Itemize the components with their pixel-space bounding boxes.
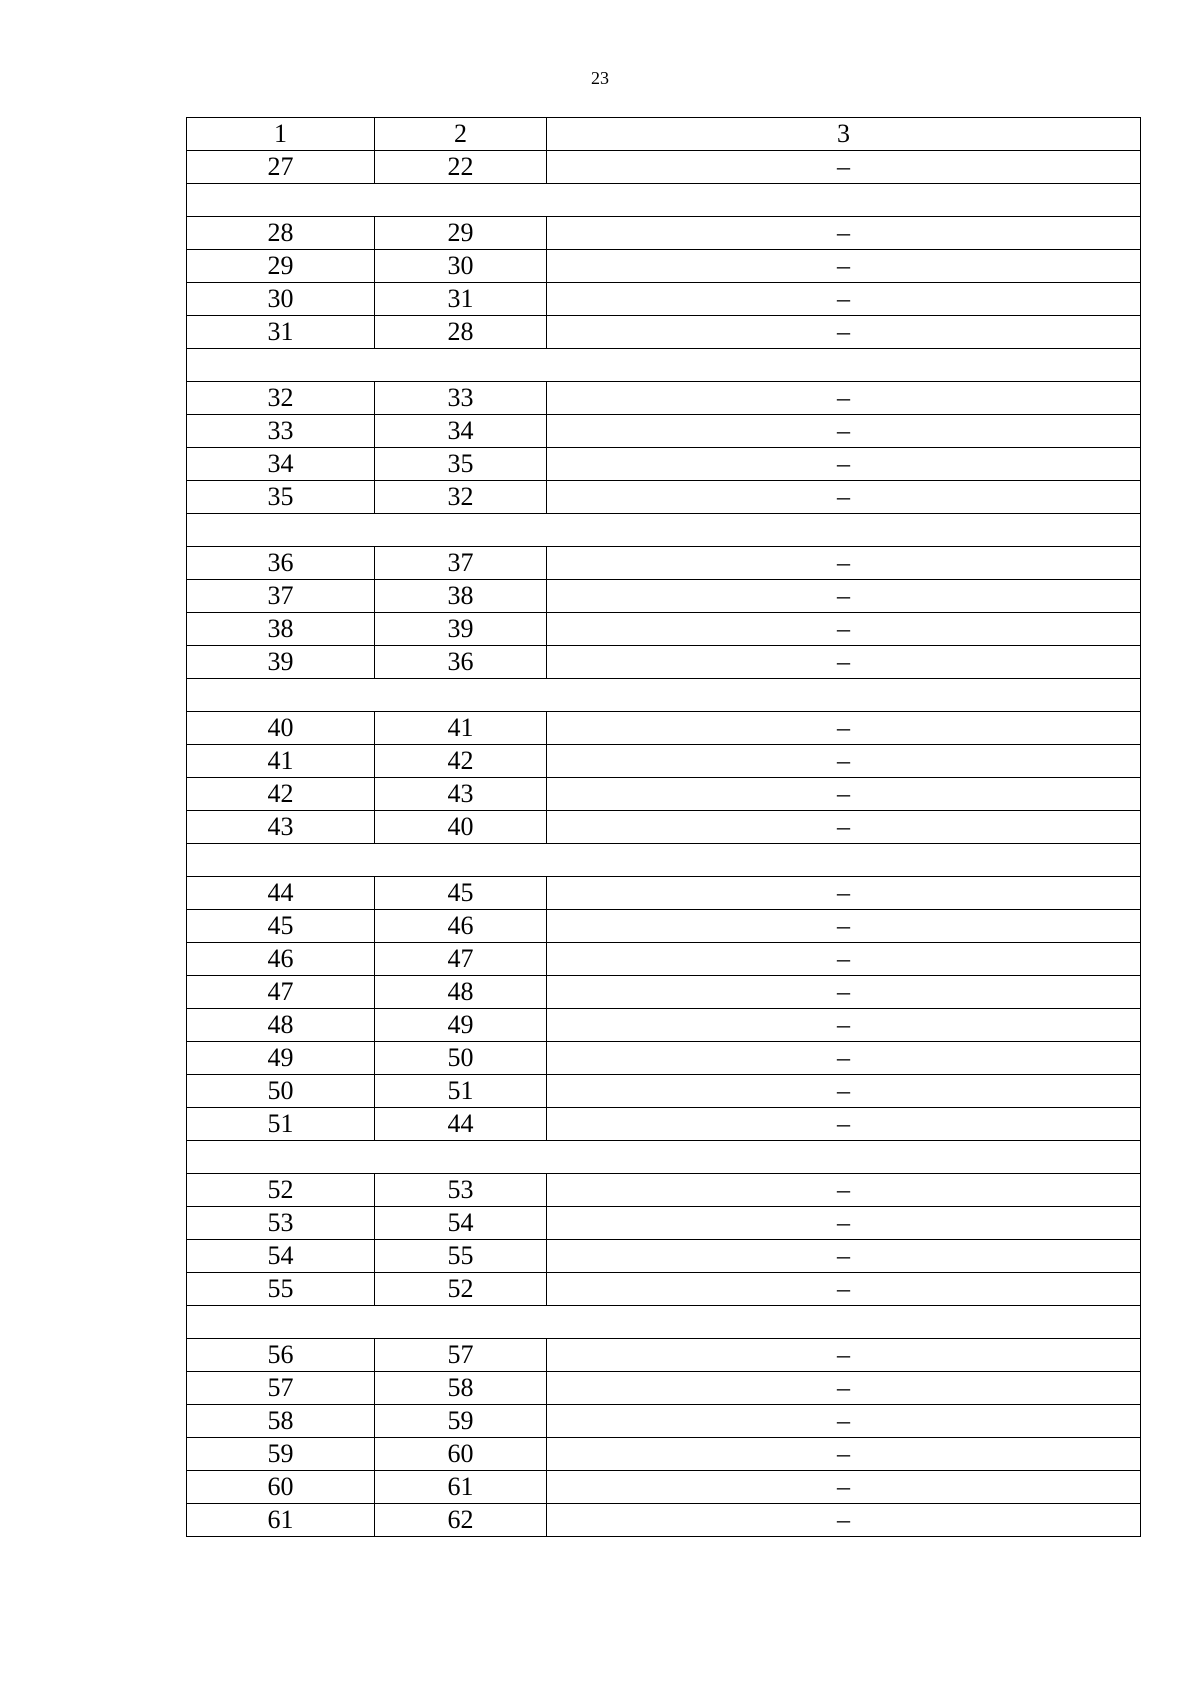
- table-cell-col-2: 62: [375, 1504, 547, 1537]
- table-row: [187, 283, 1141, 316]
- separator-cell: [187, 679, 1141, 712]
- group-separator-row: [187, 844, 1141, 877]
- table-row: [187, 316, 1141, 349]
- table-row: [187, 250, 1141, 283]
- separator-cell: [187, 844, 1141, 877]
- table-row: [187, 151, 1141, 184]
- table-row: [187, 811, 1141, 844]
- group-separator-row: [187, 679, 1141, 712]
- table-cell-col-1: 51: [187, 1108, 375, 1141]
- table-cell-col-3: –: [547, 1405, 1141, 1438]
- table-cell-col-2: 57: [375, 1339, 547, 1372]
- table-cell-col-3: –: [547, 382, 1141, 415]
- table-cell-col-3: –: [547, 1174, 1141, 1207]
- separator-cell: [187, 349, 1141, 382]
- table-cell-col-1: 59: [187, 1438, 375, 1471]
- table-row: [187, 1207, 1141, 1240]
- table-row: [187, 778, 1141, 811]
- table-cell-col-1: 29: [187, 250, 375, 283]
- table-cell-col-1: 48: [187, 1009, 375, 1042]
- table-row: [187, 1438, 1141, 1471]
- table-cell-col-3: –: [547, 712, 1141, 745]
- table-cell-col-3: –: [547, 1273, 1141, 1306]
- table-body: [187, 118, 1141, 1537]
- table-cell-col-1: 52: [187, 1174, 375, 1207]
- table-cell-col-1: 57: [187, 1372, 375, 1405]
- table-cell-col-1: 47: [187, 976, 375, 1009]
- table-cell-col-1: 36: [187, 547, 375, 580]
- table-header-row: [187, 118, 1141, 151]
- table-cell-col-1: 38: [187, 613, 375, 646]
- table-cell-col-3: –: [547, 646, 1141, 679]
- table-cell-col-2: 58: [375, 1372, 547, 1405]
- table-cell-col-1: 31: [187, 316, 375, 349]
- table-row: [187, 943, 1141, 976]
- table-row: [187, 481, 1141, 514]
- table-cell-col-2: 41: [375, 712, 547, 745]
- table-cell-col-3: –: [547, 910, 1141, 943]
- table-cell-col-1: 27: [187, 151, 375, 184]
- table-cell-col-2: 35: [375, 448, 547, 481]
- table-cell-col-3: –: [547, 1438, 1141, 1471]
- table-row: [187, 976, 1141, 1009]
- table-cell-col-3: –: [547, 1042, 1141, 1075]
- table-cell-col-3: –: [547, 1504, 1141, 1537]
- table-row: [187, 448, 1141, 481]
- table-cell-col-1: 30: [187, 283, 375, 316]
- separator-cell: [187, 514, 1141, 547]
- table-cell-col-1: 45: [187, 910, 375, 943]
- table-cell-col-2: 33: [375, 382, 547, 415]
- table-cell-col-2: 28: [375, 316, 547, 349]
- table-cell-col-1: 44: [187, 877, 375, 910]
- table-row: [187, 1273, 1141, 1306]
- table-cell-col-3: –: [547, 778, 1141, 811]
- table-cell-col-2: 61: [375, 1471, 547, 1504]
- table-cell-col-3: –: [547, 1108, 1141, 1141]
- table-row: [187, 547, 1141, 580]
- header-cell-1: 1: [187, 118, 375, 151]
- table-cell-col-2: 45: [375, 877, 547, 910]
- table-cell-col-1: 37: [187, 580, 375, 613]
- table-cell-col-2: 59: [375, 1405, 547, 1438]
- table-cell-col-2: 37: [375, 547, 547, 580]
- table-cell-col-1: 43: [187, 811, 375, 844]
- table-cell-col-2: 29: [375, 217, 547, 250]
- table-cell-col-1: 41: [187, 745, 375, 778]
- table-cell-col-2: 49: [375, 1009, 547, 1042]
- table-cell-col-2: 54: [375, 1207, 547, 1240]
- table-cell-col-1: 61: [187, 1504, 375, 1537]
- table-cell-col-3: –: [547, 811, 1141, 844]
- separator-cell: [187, 1141, 1141, 1174]
- table-cell-col-3: –: [547, 1339, 1141, 1372]
- table-row: [187, 1405, 1141, 1438]
- table-cell-col-2: 50: [375, 1042, 547, 1075]
- group-separator-row: [187, 184, 1141, 217]
- table-cell-col-3: –: [547, 547, 1141, 580]
- table-cell-col-3: –: [547, 1372, 1141, 1405]
- table-cell-col-2: 47: [375, 943, 547, 976]
- table-row: [187, 382, 1141, 415]
- table-row: [187, 415, 1141, 448]
- table-cell-col-1: 49: [187, 1042, 375, 1075]
- table-cell-col-2: 55: [375, 1240, 547, 1273]
- table-cell-col-1: 42: [187, 778, 375, 811]
- table-cell-col-3: –: [547, 250, 1141, 283]
- page-number: 23: [591, 68, 609, 88]
- table-cell-col-1: 34: [187, 448, 375, 481]
- table-cell-col-3: –: [547, 415, 1141, 448]
- table-cell-col-3: –: [547, 877, 1141, 910]
- group-separator-row: [187, 349, 1141, 382]
- table-cell-col-1: 56: [187, 1339, 375, 1372]
- table-cell-col-3: –: [547, 1075, 1141, 1108]
- table-cell-col-1: 32: [187, 382, 375, 415]
- table-cell-col-3: –: [547, 316, 1141, 349]
- table-row: [187, 745, 1141, 778]
- table-cell-col-2: 52: [375, 1273, 547, 1306]
- table-row: [187, 1372, 1141, 1405]
- table-row: [187, 877, 1141, 910]
- table-cell-col-3: –: [547, 976, 1141, 1009]
- table-cell-col-1: 54: [187, 1240, 375, 1273]
- table-row: [187, 1108, 1141, 1141]
- table-cell-col-1: 58: [187, 1405, 375, 1438]
- table-row: [187, 1174, 1141, 1207]
- table-cell-col-1: 28: [187, 217, 375, 250]
- table-row: [187, 613, 1141, 646]
- table-cell-col-3: –: [547, 1240, 1141, 1273]
- data-table: [186, 117, 1141, 1537]
- table-cell-col-2: 40: [375, 811, 547, 844]
- table-row: [187, 1042, 1141, 1075]
- table-cell-col-2: 60: [375, 1438, 547, 1471]
- table-cell-col-1: 50: [187, 1075, 375, 1108]
- table-cell-col-2: 31: [375, 283, 547, 316]
- table-row: [187, 1471, 1141, 1504]
- table-row: [187, 1339, 1141, 1372]
- table-row: [187, 1075, 1141, 1108]
- table-cell-col-1: 39: [187, 646, 375, 679]
- group-separator-row: [187, 1141, 1141, 1174]
- table-cell-col-1: 60: [187, 1471, 375, 1504]
- table-row: [187, 1009, 1141, 1042]
- table-cell-col-1: 53: [187, 1207, 375, 1240]
- table-row: [187, 217, 1141, 250]
- table-cell-col-3: –: [547, 580, 1141, 613]
- table-row: [187, 712, 1141, 745]
- table-cell-col-2: 39: [375, 613, 547, 646]
- table-cell-col-2: 30: [375, 250, 547, 283]
- table-row: [187, 646, 1141, 679]
- table-cell-col-3: –: [547, 943, 1141, 976]
- table-row: [187, 910, 1141, 943]
- table-cell-col-1: 46: [187, 943, 375, 976]
- table-cell-col-3: –: [547, 217, 1141, 250]
- table-cell-col-3: –: [547, 151, 1141, 184]
- group-separator-row: [187, 514, 1141, 547]
- table-cell-col-2: 44: [375, 1108, 547, 1141]
- table-cell-col-2: 46: [375, 910, 547, 943]
- table-cell-col-3: –: [547, 448, 1141, 481]
- table-cell-col-2: 34: [375, 415, 547, 448]
- table-cell-col-3: –: [547, 1207, 1141, 1240]
- table-cell-col-1: 40: [187, 712, 375, 745]
- table-cell-col-2: 48: [375, 976, 547, 1009]
- header-cell-3: 3: [547, 118, 1141, 151]
- table-cell-col-3: –: [547, 283, 1141, 316]
- table-cell-col-2: 32: [375, 481, 547, 514]
- table-cell-col-1: 33: [187, 415, 375, 448]
- table-cell-col-2: 36: [375, 646, 547, 679]
- table-cell-col-2: 42: [375, 745, 547, 778]
- table-row: [187, 1504, 1141, 1537]
- table-cell-col-2: 22: [375, 151, 547, 184]
- table-cell-col-2: 53: [375, 1174, 547, 1207]
- table-cell-col-3: –: [547, 613, 1141, 646]
- group-separator-row: [187, 1306, 1141, 1339]
- table-row: [187, 580, 1141, 613]
- table-cell-col-1: 55: [187, 1273, 375, 1306]
- table-cell-col-3: –: [547, 745, 1141, 778]
- table-cell-col-2: 51: [375, 1075, 547, 1108]
- table-cell-col-2: 38: [375, 580, 547, 613]
- table-row: [187, 1240, 1141, 1273]
- table-cell-col-2: 43: [375, 778, 547, 811]
- separator-cell: [187, 184, 1141, 217]
- separator-cell: [187, 1306, 1141, 1339]
- table-cell-col-3: –: [547, 1471, 1141, 1504]
- table-cell-col-3: –: [547, 1009, 1141, 1042]
- table-cell-col-1: 35: [187, 481, 375, 514]
- table-cell-col-3: –: [547, 481, 1141, 514]
- header-cell-2: 2: [375, 118, 547, 151]
